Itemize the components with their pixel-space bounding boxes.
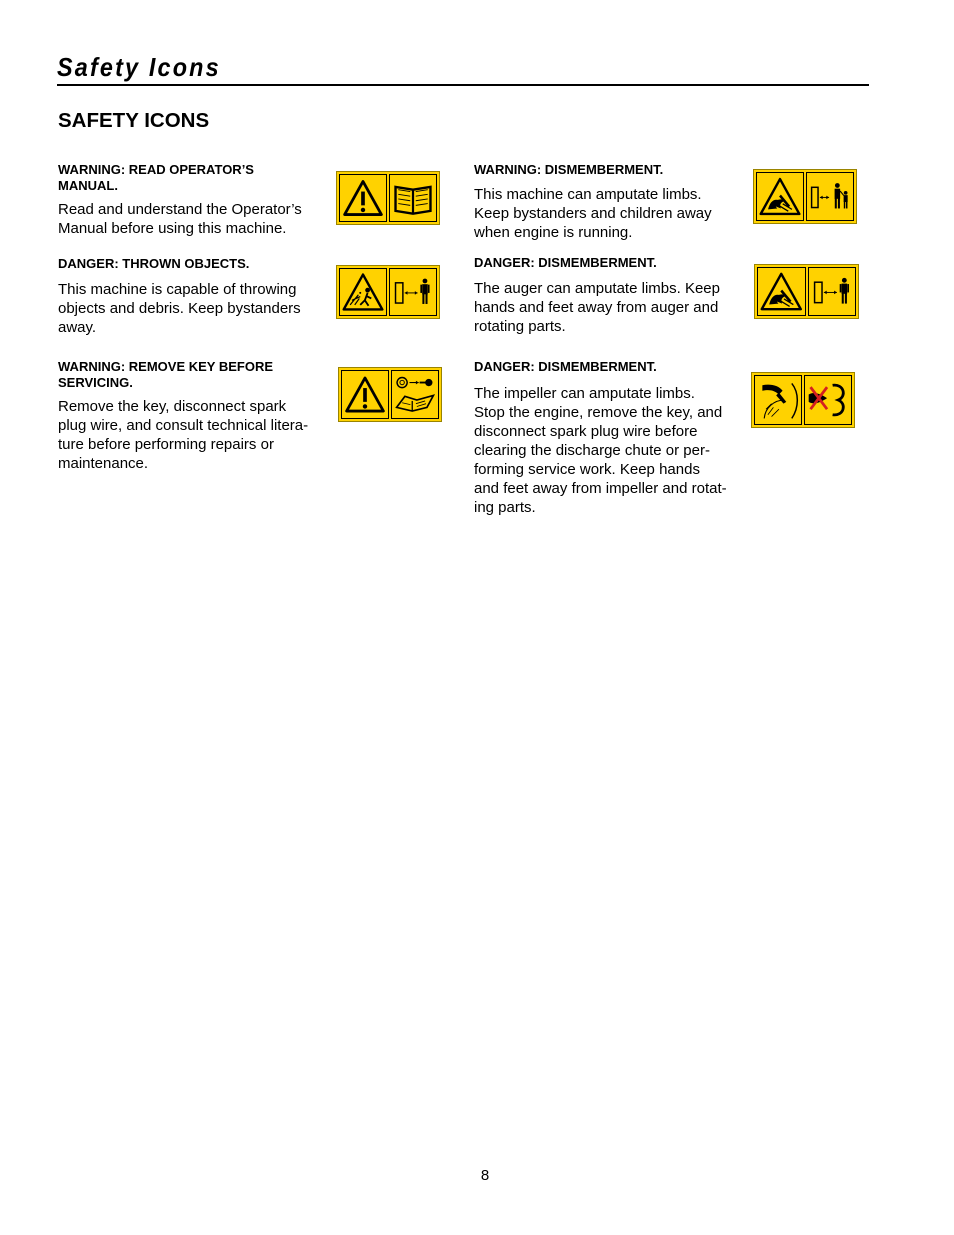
entry-heading: WARNING: READ OPERATOR’S MANUAL.	[58, 162, 254, 193]
keep-bystanders-away-icon	[808, 267, 857, 316]
page-title: Safety Icons	[57, 52, 221, 82]
entry-heading: DANGER: DISMEMBERMENT.	[474, 359, 657, 374]
decal-dismemberment-auger	[754, 264, 859, 319]
keep-bystanders-away-icon	[389, 268, 437, 316]
remove-key-read-manual-icon	[391, 370, 439, 419]
safety-entry-dismemberment-auger	[474, 255, 744, 336]
operator-manual-book-icon	[389, 174, 437, 222]
entry-heading: WARNING: REMOVE KEY BEFORE SERVICING.	[58, 359, 274, 390]
entry-body: This machine can amputate limbs. Keep bystanders and children away when engine is running.	[474, 186, 712, 241]
entry-body: This machine is capable of throwing objects and debris. Keep bystanders away.	[58, 281, 301, 336]
entry-body: Read and understand the Operator’s Manual before using this machine.	[58, 201, 302, 237]
decal-dismemberment-impeller	[751, 372, 855, 428]
decal-dismemberment-bystanders	[753, 169, 857, 224]
safety-entry-remove-key	[58, 359, 333, 473]
safety-entry-thrown-objects	[58, 256, 333, 337]
thrown-objects-icon	[339, 268, 387, 316]
decal-remove-key	[338, 367, 442, 422]
safety-entry-read-manual	[58, 162, 333, 238]
decal-thrown-objects	[336, 265, 440, 319]
no-hands-in-chute-icon	[804, 375, 852, 425]
warning-triangle-icon	[339, 174, 387, 222]
safety-entry-dismemberment-impeller	[474, 359, 749, 517]
section-title: SAFETY ICONS	[58, 109, 210, 132]
page-number: 8	[480, 1167, 490, 1184]
auger-hand-hazard-icon	[756, 172, 804, 221]
warning-triangle-icon	[341, 370, 389, 419]
entry-heading: DANGER: THROWN OBJECTS.	[58, 256, 250, 271]
entry-body: Remove the key, disconnect spark plug wire, and consult technical litera- ture before performing repairs or maintenance.	[58, 398, 309, 472]
entry-body: The auger can amputate limbs. Keep hands and feet away from auger and rotating parts.	[474, 280, 720, 335]
safety-entry-dismemberment-bystanders	[474, 162, 744, 242]
decal-read-manual	[336, 171, 440, 225]
keep-bystanders-children-away-icon	[806, 172, 854, 221]
impeller-hand-hazard-icon	[754, 375, 802, 425]
entry-heading: DANGER: DISMEMBERMENT.	[474, 255, 657, 270]
entry-body: The impeller can amputate limbs. Stop the engine, remove the key, and disconnect spark plug wire before clearing the discharge chute or per- forming service work. Keep hands and feet away from impeller and rotat- ing parts.	[474, 385, 727, 516]
page-header	[57, 50, 869, 86]
entry-heading: WARNING: DISMEMBERMENT.	[474, 162, 664, 177]
auger-hand-hazard-icon	[757, 267, 806, 316]
